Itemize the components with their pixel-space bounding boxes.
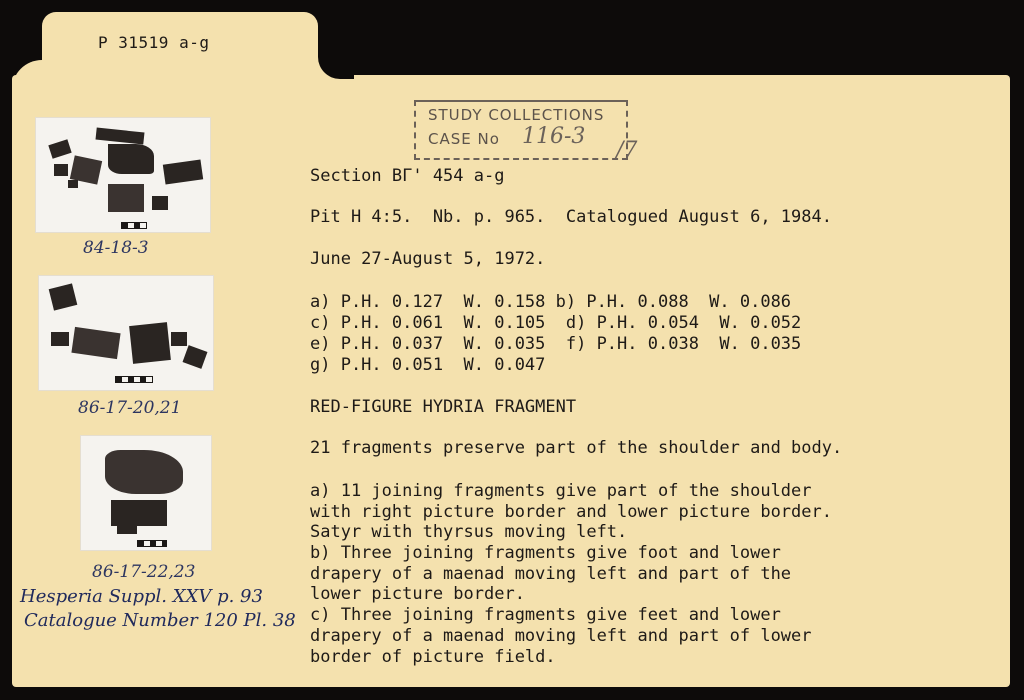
measurement-row: e) P.H. 0.037 W. 0.035 f) P.H. 0.038 W. 0.035	[310, 334, 802, 354]
fragment-shard	[105, 450, 183, 494]
measurement-row: c) P.H. 0.061 W. 0.105 d) P.H. 0.054 W. 0.052	[310, 313, 802, 333]
fragment-shard	[117, 524, 137, 534]
card-tab	[42, 12, 318, 92]
stamp-suffix: /7	[616, 138, 638, 163]
fragment-shard	[48, 139, 71, 158]
fragment-shard	[129, 322, 171, 364]
description-line: drapery of a maenad moving left and part of the	[310, 564, 792, 584]
description-line: c) Three joining fragments give feet and lower	[310, 605, 781, 625]
fragment-photo	[36, 118, 210, 232]
fragment-shard	[152, 196, 168, 210]
section-line: Section ΒΓ' 454 a-g	[310, 166, 505, 186]
pit-line: Pit H 4:5. Nb. p. 965. Catalogued August 6, 1984.	[310, 207, 832, 227]
fragment-shard	[54, 164, 68, 176]
fragment-shard	[183, 345, 208, 369]
fragment-shard	[68, 180, 78, 188]
scale-bar	[137, 540, 167, 547]
fragment-shard	[49, 283, 78, 310]
fragment-shard	[71, 327, 120, 359]
inventory-number: P 31519 a-g	[98, 33, 210, 52]
publication-reference-line2: Catalogue Number 120 Pl. 38	[24, 610, 296, 631]
publication-reference-line1: Hesperia Suppl. XXV p. 93	[20, 586, 263, 607]
fragment-shard	[108, 144, 154, 174]
stamp-case-label: CASE No	[428, 130, 500, 148]
description-line: border of picture field.	[310, 647, 556, 667]
fragment-shard	[96, 128, 145, 145]
description-line: drapery of a maenad moving left and part of lower	[310, 626, 812, 646]
fragment-shard	[51, 332, 69, 346]
scale-bar	[115, 376, 153, 383]
fragment-photo	[39, 276, 213, 390]
study-collections-stamp	[414, 100, 628, 160]
description-line: a) 11 joining fragments give part of the shoulder	[310, 481, 812, 501]
stamp-title: STUDY COLLECTIONS	[428, 106, 605, 124]
fragment-shard	[111, 500, 167, 526]
date-line: June 27-August 5, 1972.	[310, 249, 546, 269]
photo-caption: 86-17-22,23	[92, 562, 196, 582]
photo-caption: 84-18-3	[83, 238, 149, 258]
summary-line: 21 fragments preserve part of the shoulder and body.	[310, 438, 843, 458]
description-line: lower picture border.	[310, 584, 525, 604]
stamp-case-number: 116-3	[522, 124, 586, 149]
object-title: RED-FIGURE HYDRIA FRAGMENT	[310, 397, 577, 417]
fragment-photo	[81, 436, 211, 550]
fragment-shard	[108, 184, 144, 212]
description-line: b) Three joining fragments give foot and lower	[310, 543, 781, 563]
description-line: Satyr with thyrsus moving left.	[310, 522, 628, 542]
measurement-row: g) P.H. 0.051 W. 0.047	[310, 355, 546, 375]
measurement-row: a) P.H. 0.127 W. 0.158 b) P.H. 0.088 W. 0.086	[310, 292, 792, 312]
fragment-shard	[163, 159, 203, 184]
scale-bar	[121, 222, 147, 229]
photo-caption: 86-17-20,21	[78, 398, 182, 418]
fragment-shard	[171, 332, 187, 346]
description-line: with right picture border and lower picture border.	[310, 502, 832, 522]
